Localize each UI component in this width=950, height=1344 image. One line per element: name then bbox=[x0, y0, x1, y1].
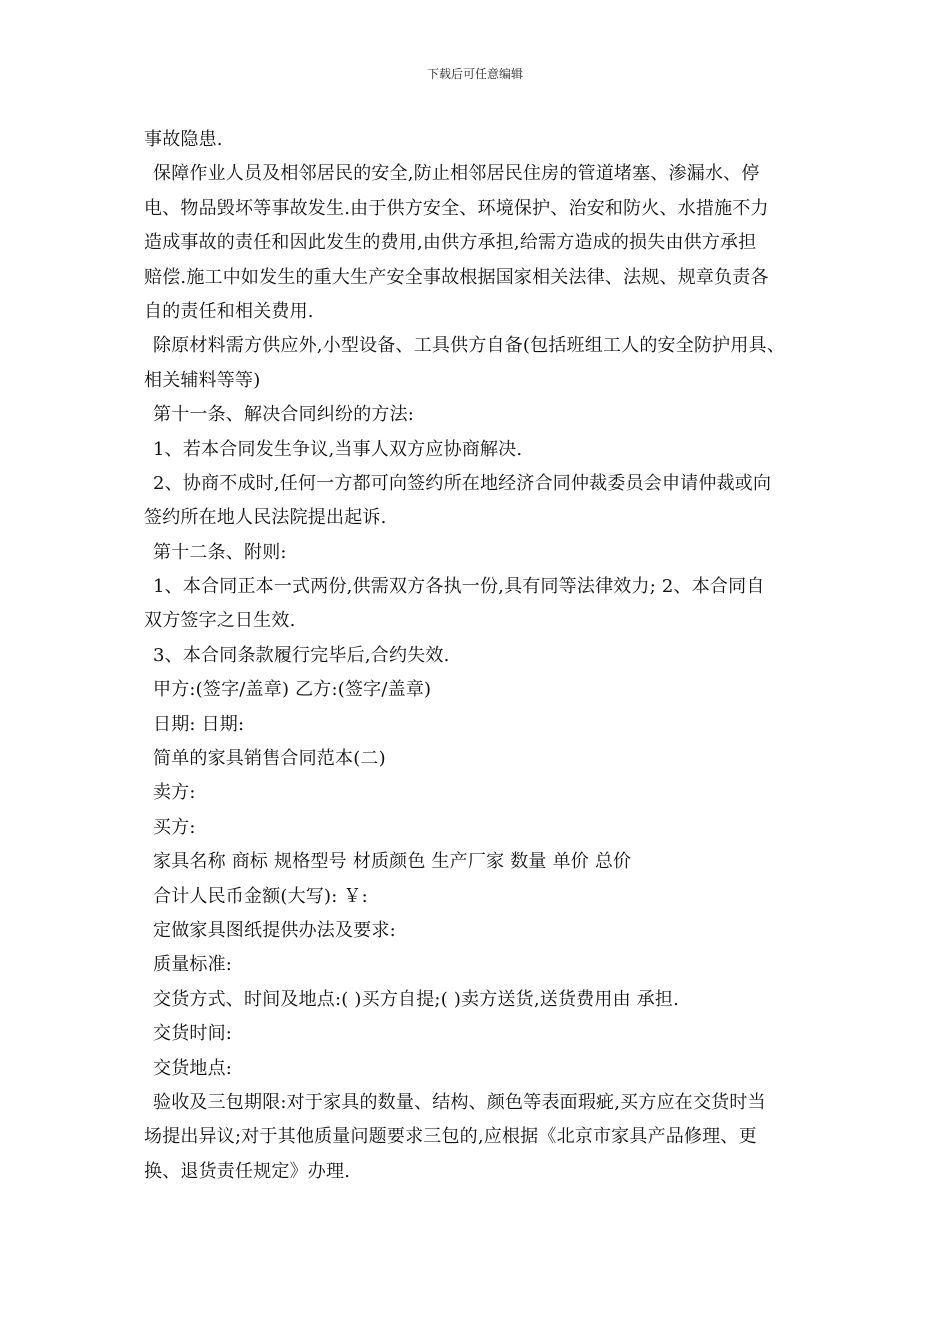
item-columns: 家具名称 商标 规格型号 材质颜色 生产厂家 数量 单价 总价 bbox=[153, 851, 632, 873]
text-line: 保障作业人员及相邻居民的安全,防止相邻居民住房的管道堵塞、渗漏水、停 bbox=[153, 163, 760, 185]
section-heading: 第十二条、附则: bbox=[153, 541, 287, 563]
text-line: 质量标准: bbox=[153, 954, 233, 976]
document-body bbox=[144, 123, 834, 1189]
text-line: 交货地点: bbox=[153, 1057, 233, 1079]
text-line: 双方签字之日生效. bbox=[144, 610, 296, 632]
text-line: 1、本合同正本一式两份,供需双方各执一份,具有同等法律效力; 2、本合同自 bbox=[153, 576, 765, 598]
text-line: 定做家具图纸提供办法及要求: bbox=[153, 919, 396, 941]
text-line: 除原材料需方供应外,小型设备、工具供方自备(包括班组工人的安全防护用具、 bbox=[153, 335, 785, 357]
text-line: 验收及三包期限:对于家具的数量、结构、颜色等表面瑕疵,买方应在交货时当 bbox=[153, 1091, 766, 1113]
date-line: 日期: 日期: bbox=[153, 713, 245, 735]
text-line: 交货方式、时间及地点:( )买方自提;( )卖方送货,送货费用由 承担. bbox=[153, 988, 680, 1010]
text-line: 电、物品毁坏等事故发生.由于供方安全、环境保护、治安和防火、水措施不力 bbox=[144, 197, 769, 219]
text-line: 事故隐患. bbox=[144, 129, 223, 150]
document-subtitle: 简单的家具销售合同范本(二) bbox=[153, 748, 386, 770]
section-heading: 第十一条、解决合同纠纷的方法: bbox=[153, 404, 415, 426]
buyer-field: 买方: bbox=[153, 816, 196, 838]
text-line: 2、协商不成时,任何一方都可向签约所在地经济合同仲裁委员会申请仲裁或向 bbox=[153, 472, 772, 494]
text-line: 1、若本合同发生争议,当事人双方应协商解决. bbox=[153, 438, 523, 460]
text-line: 造成事故的责任和因此发生的费用,由供方承担,给需方造成的损失由供方承担 bbox=[144, 232, 757, 254]
text-line: 交货时间: bbox=[153, 1023, 233, 1045]
text-line: 场提出异议;对于其他质量问题要求三包的,应根据《北京市家具产品修理、更 bbox=[144, 1126, 757, 1148]
total-amount-field: 合计人民币金额(大写): ￥: bbox=[153, 885, 368, 907]
text-line: 3、本合同条款履行完毕后,合约失效. bbox=[153, 644, 450, 666]
text-line: 赔偿.施工中如发生的重大生产安全事故根据国家相关法律、法规、规章负责各 bbox=[144, 266, 769, 288]
text-line: 相关辅料等等) bbox=[144, 369, 261, 391]
text-line: 签约所在地人民法院提出起诉. bbox=[144, 507, 387, 529]
text-line: 自的责任和相关费用. bbox=[144, 300, 314, 322]
text-line: 换、退货责任规定》办理. bbox=[144, 1160, 351, 1182]
signature-line: 甲方:(签字/盖章) 乙方:(签字/盖章) bbox=[153, 679, 432, 701]
page-header: 下载后可任意编辑 bbox=[426, 67, 523, 81]
seller-field: 卖方: bbox=[153, 782, 196, 804]
